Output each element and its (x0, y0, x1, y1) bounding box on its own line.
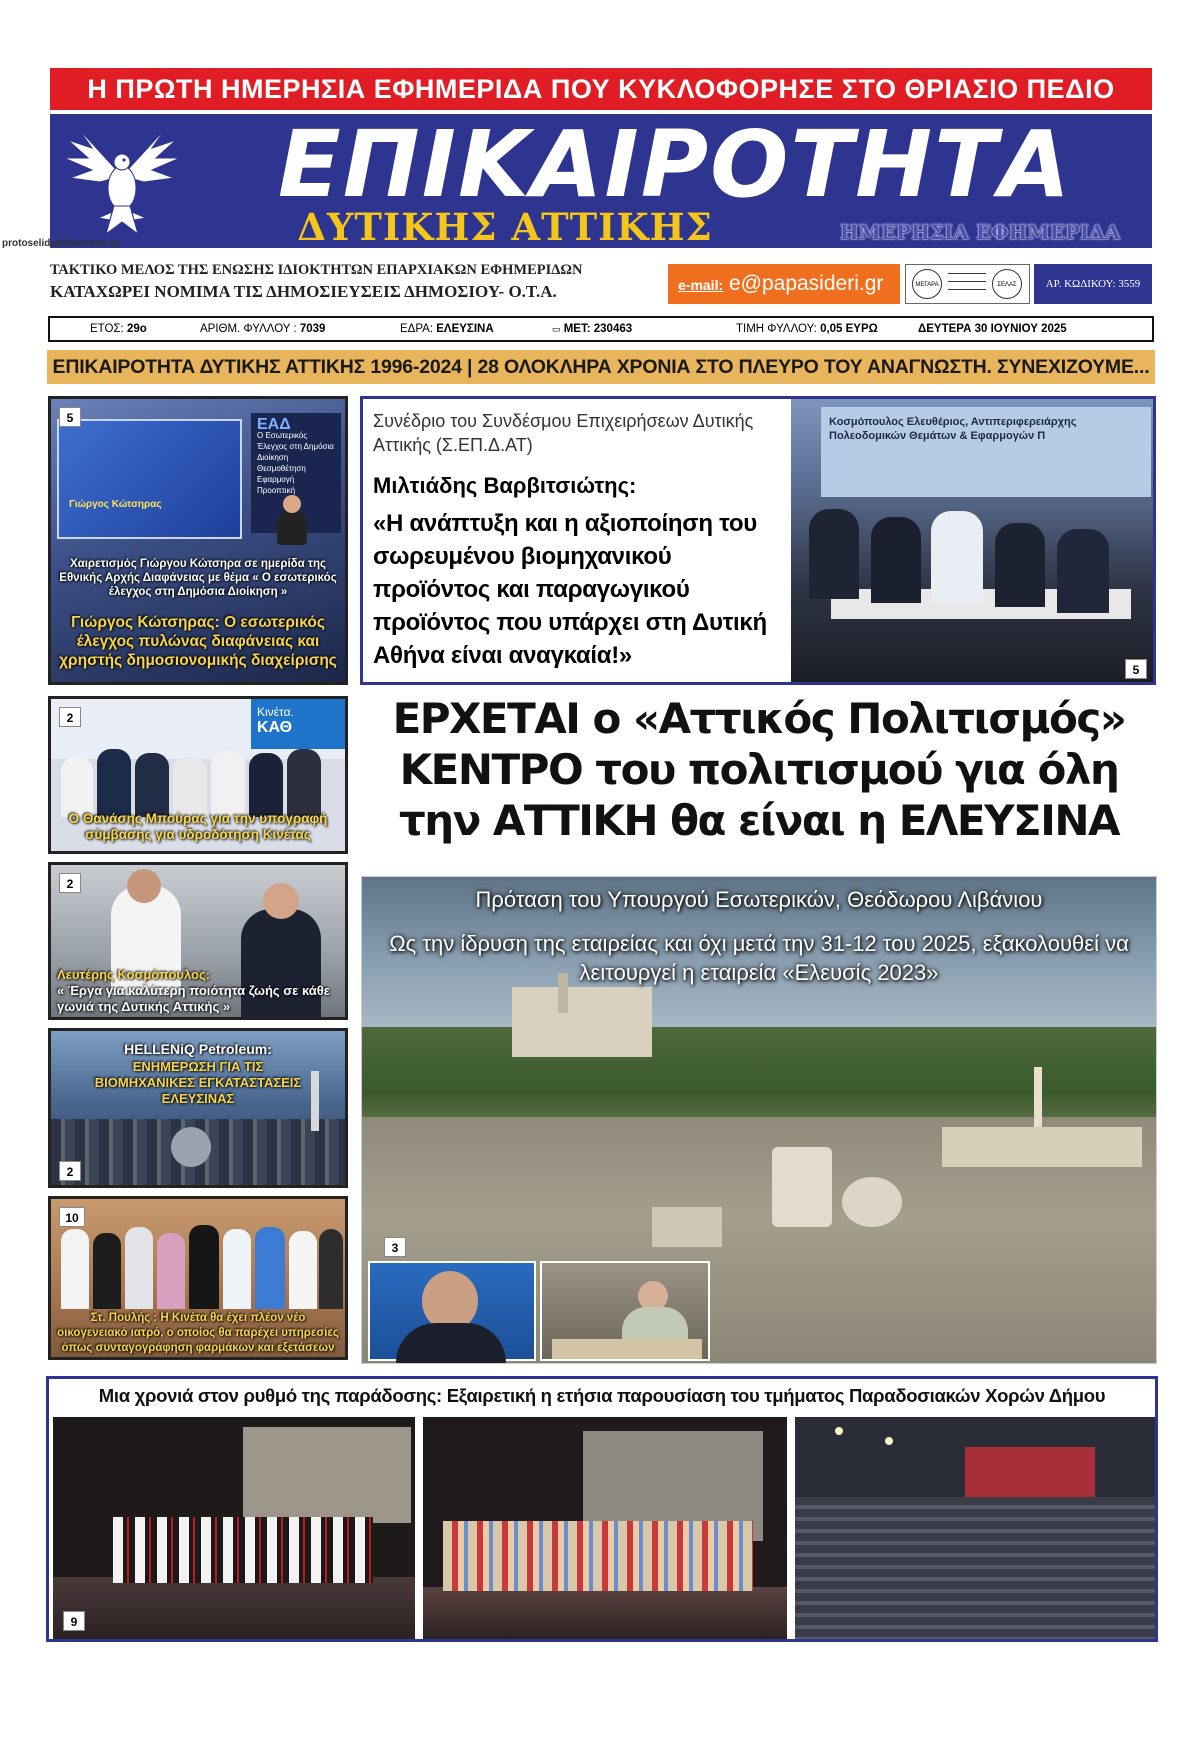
person (157, 1233, 185, 1309)
screen-speaker-name: Γιώργος Κώτσηρας (69, 499, 162, 510)
banner-word-3: Προοπτική (257, 486, 296, 495)
person (97, 749, 131, 817)
inset-photo-minister (368, 1261, 536, 1361)
person (93, 1233, 121, 1309)
site-watermark: protoselidaefimeridon.gr (2, 238, 120, 249)
person (61, 1229, 89, 1309)
conference-screen: Κοσμόπουλος Ελευθέριος, Αντιπεριφερειάρχης Πολεοδομικών Θεμάτων & Εφαρμογών Π (821, 407, 1151, 497)
conference-story[interactable] (360, 396, 1156, 685)
story-helleniq[interactable] (48, 1028, 348, 1188)
column-drum (842, 1177, 902, 1227)
member-line-2: ΚΑΤΑΧΩΡΕΙ ΝΟΜΙΜΑ ΤΙΣ ΔΗΜΟΣΙΕΥΣΕΙΣ ΔΗΜΟΣΙΟΥ- Ο.Τ.Α. (50, 282, 557, 301)
desk (552, 1339, 702, 1359)
panelist (931, 511, 983, 603)
anniversary-bar: ΕΠΙΚΑΙΡΟΤΗΤΑ ΔΥΤΙΚΗΣ ΑΤΤΙΚΗΣ 1996-2024 | 28 ΟΛΟΚΛΗΡΑ ΧΡΟΝΙΑ ΣΤΟ ΠΛΕΥΡΟ ΤΟΥ ΑΝΑΓΝΩΣΤΗ. ΣΥΝΕΧΙΖΟΥΜΕ... (47, 350, 1155, 384)
stamp-selas-icon: ΣΕΛΑΣ (992, 269, 1022, 299)
stamp-line (948, 289, 986, 290)
email-box[interactable] (668, 264, 900, 304)
code-box: ΑΡ. ΚΩΔΙΚΟΥ: 3559 (1034, 264, 1152, 304)
email-address[interactable]: e@papasideri.gr (728, 272, 884, 295)
chimney (1034, 1067, 1042, 1127)
page-number: 2 (59, 707, 81, 727)
stage-floor (423, 1587, 787, 1641)
caption-kotsiras-title: Γιώργος Κώτσηρας: Ο εσωτερικός έλεγχος πυλώνας διαφάνειας και χρηστής δημοσιονομικής διαχείρισης (59, 614, 337, 669)
panelist (1057, 529, 1109, 613)
caption-kotsiras-intro: Χαιρετισμός Γιώργου Κώτσηρα σε ημερίδα της Εθνικής Αρχής Διαφάνειας με θέμα « Ο εσωτερικός έλεγχος στη Δημόσια Διοίκηση » (59, 558, 337, 598)
stage (965, 1447, 1095, 1497)
page-number: 5 (1125, 659, 1147, 679)
sign-text: Κινέτα. (257, 705, 294, 719)
banner-title: Ο Εσωτερικός Έλεγχος στη Δημόσια Διοίκηση (257, 431, 334, 462)
main-photo[interactable] (361, 876, 1157, 1364)
banner-word-2: Εφαρμογή (257, 475, 295, 484)
page-number: 9 (63, 1611, 85, 1631)
person (255, 1227, 285, 1309)
stamp-line (948, 273, 986, 274)
headline-line-1: ΕΡΧΕΤΑΙ ο «Αττικός Πολιτισμός» (392, 694, 1126, 743)
masthead (50, 114, 1152, 248)
masthead-title: ΕΠΙΚΑΙΡΟΤΗΤΑ (277, 114, 1073, 218)
ead-logo: ΕΑΔ (257, 416, 291, 433)
issue-date: ΔΕΥΤΕΡΑ 30 ΙΟΥΝΙΟΥ 2025 (918, 323, 1067, 335)
audience-rows (795, 1497, 1157, 1641)
met-field: ▭ ΜΕΤ: 230463 (552, 323, 633, 335)
page-number: 2 (59, 873, 81, 893)
page-number: 3 (384, 1237, 406, 1257)
page-number: 10 (59, 1207, 85, 1227)
masthead-subtitle: ΔΥΤΙΚΗΣ ΑΤΤΙΚΗΣ (297, 205, 713, 248)
headline-line-3: την ΑΤΤΙΚΗ θα είναι η ΕΛΕΥΣΙΝΑ (398, 796, 1119, 845)
person (249, 753, 283, 817)
member-line-1: ΤΑΚΤΙΚΟ ΜΕΛΟΣ ΤΗΣ ΕΝΩΣΗΣ ΙΔΙΟΚΤΗΤΩΝ ΕΠΑΡΧΙΑΚΩΝ ΕΦΗΜΕΡΙΔΩΝ (50, 262, 583, 278)
panelist (995, 523, 1045, 607)
person (189, 1225, 219, 1309)
caption-helleniq-name: HELLENiQ Petroleum: (124, 1041, 272, 1057)
group-photo (61, 1219, 341, 1309)
main-headline[interactable] (362, 693, 1156, 846)
bottom-title: Μια χρονιά στον ρυθμό της παράδοσης: Εξαιρετική η ετήσια παρουσίαση του τμήματος Παραδοσιακών Χορών Δήμου (98, 1385, 1106, 1406)
column-drum (772, 1147, 832, 1227)
issue-field: ΑΡΙΘΜ. ΦΥΛΛΟΥ : 7039 (200, 323, 326, 335)
main-subhead-1: Πρόταση του Υπουργού Εσωτερικών, Θεόδωρου Λιβάνιου (475, 887, 1043, 912)
page-number: 2 (59, 1161, 81, 1181)
speaker-head (283, 495, 301, 513)
presentation-screen (57, 419, 242, 539)
dancers-row (443, 1521, 753, 1591)
eagle-logo-icon (58, 118, 186, 244)
story-poulis[interactable] (48, 1196, 348, 1360)
stamp-strip (905, 264, 1030, 304)
year-field: ΕΤΟΣ: 29ο (90, 323, 147, 335)
person (211, 751, 245, 817)
stamp-line (948, 281, 986, 282)
seat-field: ΕΔΡΑ: ΕΛΕΥΣΙΝΑ (400, 323, 494, 335)
caption-kosmopoulos: « Έργα για καλύτερη ποιότητα ζωής σε κάθε γωνιά της Δυτικής Αττικής » (57, 983, 330, 1014)
person (61, 757, 93, 817)
headline-line-2: ΚΕΝΤΡΟ του πολιτισμού για όλη (399, 745, 1119, 794)
dance-photo-1 (53, 1417, 415, 1641)
stage-floor (53, 1577, 415, 1641)
story-bouras[interactable] (48, 696, 348, 854)
caption-poulis: Στ. Πουλής : Η Κινέτα θα έχει πλέον νέο οικογενειακό ιατρό, ο οποίος θα παρέχει υπηρεσίες όπως συνταγογράφηση φαρμάκων και εξετάσεων (57, 1312, 339, 1354)
story-kosmopoulos[interactable] (48, 862, 348, 1020)
ceiling-light (885, 1437, 893, 1445)
panelist (871, 517, 921, 603)
building (942, 1127, 1142, 1167)
person-head (263, 883, 299, 919)
conference-speaker: Μιλτιάδης Βαρβιτσιώτης: (373, 473, 637, 498)
story-kotsiras[interactable] (48, 396, 348, 685)
person (125, 1227, 153, 1309)
page-number: 5 (59, 407, 81, 427)
storage-tank (171, 1127, 211, 1167)
person (173, 757, 207, 817)
face (422, 1271, 478, 1331)
audience-photo (795, 1417, 1157, 1641)
stamp-megara-icon: ΜΕΓΑΡΑ (912, 269, 942, 299)
ruins-wall (512, 987, 652, 1057)
person-head (127, 869, 161, 903)
banner-word-1: Θεσμοθέτηση (257, 464, 306, 473)
ceiling-light (835, 1427, 843, 1435)
main-subhead-2: Ως την ίδρυση της εταιρείας και όχι μετά την 31-12 του 2025, εξακολουθεί να λειτουργεί η εταιρεία «Ελευσίς 2023» (389, 931, 1129, 985)
email-label: e-mail: (678, 277, 724, 293)
conference-intro: Συνέδριο του Συνδέσμου Επιχειρήσεων Δυτικής Αττικής (Σ.ΕΠ.Δ.ΑΤ) (373, 411, 754, 455)
projection-screen (243, 1427, 411, 1523)
panelist (809, 509, 859, 599)
dance-photo-2 (423, 1417, 787, 1641)
flag-icon: ▭ (552, 324, 561, 334)
price-field: ΤΙΜΗ ΦΥΛΛΟΥ: 0,05 ΕΥΡΩ (736, 323, 878, 335)
person (135, 753, 169, 817)
person (289, 1231, 317, 1309)
suit (396, 1323, 506, 1363)
group-photo (61, 737, 341, 817)
caption-helleniq: ΕΝΗΜΕΡΩΣΗ ΓΙΑ ΤΙΣ ΒΙΟΜΗΧΑΝΙΚΕΣ ΕΓΚΑΤΑΣΤΑΣΕΙΣ ΕΛΕΥΣΙΝΑΣ (94, 1059, 302, 1106)
masthead-daily-label: ΗΜΕΡΗΣΙΑ ΕΦΗΜΕΡΙΔΑ (810, 218, 1150, 246)
person (223, 1229, 251, 1309)
caption-kosmopoulos-name: Λευτέρης Κοσμόπουλος: (57, 967, 211, 982)
sign-text-2: ΚΑΘ (257, 719, 293, 736)
stone-block (652, 1207, 722, 1247)
person (287, 749, 321, 817)
dancers-row (113, 1517, 373, 1583)
info-bar (48, 316, 1154, 342)
caption-bouras: Ο Θανάσης Μπούρας για την υπογραφή σύμβασης για υδροδότηση Κινέτας (68, 811, 328, 842)
speaker-figure (277, 509, 307, 545)
bottom-story[interactable] (46, 1376, 1158, 1642)
inset-photo-speaker (540, 1261, 710, 1361)
conference-photo (791, 399, 1156, 685)
person (319, 1229, 343, 1309)
top-banner: Η ΠΡΩΤΗ ΗΜΕΡΗΣΙΑ ΕΦΗΜΕΡΙΔΑ ΠΟΥ ΚΥΚΛΟΦΟΡΗΣΕ ΣΤΟ ΘΡΙΑΣΙΟ ΠΕΔΙΟ (50, 68, 1152, 110)
conference-quote: «Η ανάπτυξη και η αξιοποίηση του σωρευμένου βιομηχανικού προϊόντος και παραγωγικού προϊόντος που υπάρχει στη Δυτική Αθήνα είναι αναγκαία!» (373, 510, 767, 669)
